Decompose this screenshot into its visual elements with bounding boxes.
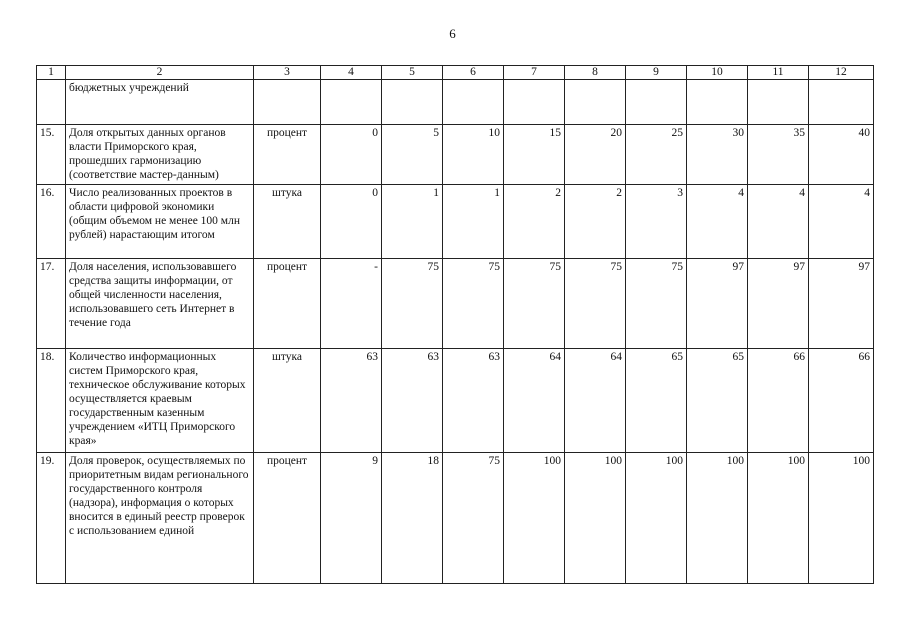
value-cell: 30 — [687, 125, 748, 185]
value-cell: 5 — [382, 125, 443, 185]
value-cell: 10 — [443, 125, 504, 185]
value-cell: 100 — [504, 453, 565, 584]
indicator-name: Количество информационных систем Приморского края, техническое обслуживание которых осуществляется краевым государственным казенным учреждением «ИТЦ Приморского края» — [66, 349, 254, 453]
value-cell: 1 — [382, 185, 443, 259]
value-cell: 4 — [748, 185, 809, 259]
column-number: 9 — [626, 66, 687, 80]
value-cell — [321, 80, 382, 125]
value-cell: 75 — [565, 259, 626, 349]
value-cell: 35 — [748, 125, 809, 185]
column-number: 2 — [66, 66, 254, 80]
page-number: 6 — [449, 26, 456, 41]
table-row — [37, 185, 874, 259]
indicator-name: Доля открытых данных органов власти Приморского края, прошедших гармонизацию (соответствие мастер-данным) — [66, 125, 254, 185]
row-number: 16. — [37, 185, 66, 259]
value-cell: 65 — [626, 349, 687, 453]
value-cell — [565, 80, 626, 125]
value-cell: 9 — [321, 453, 382, 584]
indicator-name: бюджетных учреждений — [66, 80, 254, 125]
value-cell: 75 — [382, 259, 443, 349]
value-cell: 4 — [687, 185, 748, 259]
column-number: 4 — [321, 66, 382, 80]
value-cell — [504, 80, 565, 125]
value-cell: 63 — [382, 349, 443, 453]
value-cell: 66 — [748, 349, 809, 453]
value-cell: - — [321, 259, 382, 349]
table-row — [37, 80, 874, 125]
column-number: 12 — [809, 66, 874, 80]
value-cell: 75 — [504, 259, 565, 349]
value-cell: 75 — [626, 259, 687, 349]
value-cell: 20 — [565, 125, 626, 185]
value-cell: 2 — [504, 185, 565, 259]
unit-cell — [254, 80, 321, 125]
value-cell: 97 — [748, 259, 809, 349]
value-cell: 97 — [687, 259, 748, 349]
table-row — [37, 453, 874, 584]
row-number: 15. — [37, 125, 66, 185]
value-cell — [382, 80, 443, 125]
row-number: 19. — [37, 453, 66, 584]
row-number: 18. — [37, 349, 66, 453]
value-cell: 66 — [809, 349, 874, 453]
column-number: 10 — [687, 66, 748, 80]
indicator-name: Доля населения, использовавшего средства защиты информации, от общей численности населения, использовавшего сеть Интернет в течение года — [66, 259, 254, 349]
value-cell: 0 — [321, 185, 382, 259]
value-cell — [687, 80, 748, 125]
value-cell — [809, 80, 874, 125]
column-number: 7 — [504, 66, 565, 80]
unit-cell: штука — [254, 349, 321, 453]
value-cell: 65 — [687, 349, 748, 453]
value-cell: 63 — [321, 349, 382, 453]
unit-cell: процент — [254, 259, 321, 349]
table-row — [37, 259, 874, 349]
value-cell — [626, 80, 687, 125]
column-number: 5 — [382, 66, 443, 80]
indicators-table — [36, 65, 874, 584]
value-cell: 97 — [809, 259, 874, 349]
value-cell: 64 — [565, 349, 626, 453]
value-cell: 1 — [443, 185, 504, 259]
value-cell: 3 — [626, 185, 687, 259]
row-number: 17. — [37, 259, 66, 349]
table-row — [37, 349, 874, 453]
value-cell: 4 — [809, 185, 874, 259]
indicator-name: Доля проверок, осуществляемых по приоритетным видам регионального государственного контроля (надзора), информация о которых вносится в единый реестр проверок с использованием единой — [66, 453, 254, 584]
column-number: 8 — [565, 66, 626, 80]
value-cell: 63 — [443, 349, 504, 453]
unit-cell: процент — [254, 125, 321, 185]
value-cell: 100 — [748, 453, 809, 584]
value-cell: 18 — [382, 453, 443, 584]
column-number: 11 — [748, 66, 809, 80]
unit-cell: процент — [254, 453, 321, 584]
value-cell: 100 — [809, 453, 874, 584]
indicator-name: Число реализованных проектов в области цифровой экономики (общим объемом не менее 100 млн рублей) нарастающим итогом — [66, 185, 254, 259]
value-cell: 64 — [504, 349, 565, 453]
value-cell: 75 — [443, 259, 504, 349]
table-row — [37, 125, 874, 185]
column-number: 6 — [443, 66, 504, 80]
value-cell: 100 — [565, 453, 626, 584]
value-cell: 15 — [504, 125, 565, 185]
row-number — [37, 80, 66, 125]
value-cell: 75 — [443, 453, 504, 584]
value-cell: 100 — [687, 453, 748, 584]
value-cell — [748, 80, 809, 125]
value-cell — [443, 80, 504, 125]
value-cell: 25 — [626, 125, 687, 185]
column-number: 3 — [254, 66, 321, 80]
value-cell: 2 — [565, 185, 626, 259]
value-cell: 40 — [809, 125, 874, 185]
column-number: 1 — [37, 66, 66, 80]
column-number-row — [37, 66, 874, 80]
value-cell: 100 — [626, 453, 687, 584]
value-cell: 0 — [321, 125, 382, 185]
unit-cell: штука — [254, 185, 321, 259]
